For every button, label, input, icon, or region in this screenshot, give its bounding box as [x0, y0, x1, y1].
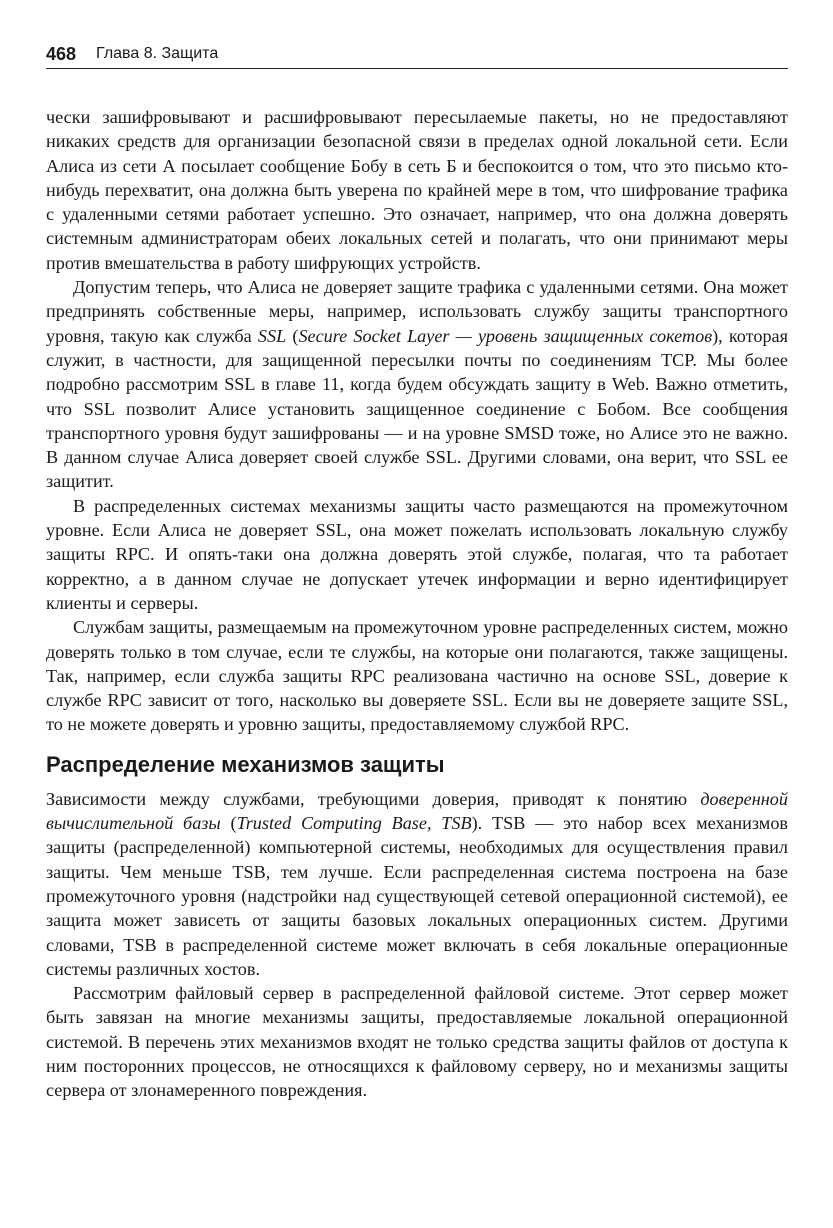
running-head — [46, 34, 788, 69]
paragraph-5-text-b: ( — [220, 813, 237, 834]
ssl-term: SSL — [257, 325, 287, 346]
paragraph-2-text-b: ( — [286, 325, 299, 346]
paragraph-5 — [46, 787, 788, 981]
paragraph-2-text-a: Допустим теперь, что Алиса не доверяет защите трафика с удаленными сетями. Она может предпринять собственные меры, например, использовать службу защиты транспортного уровня, такую как служба — [46, 277, 788, 346]
paragraph-1: чески зашифровывают и расшифровывают пересылаемые пакеты, но не предоставляют никаких средств для организации безопасной связи в пределах одной локальной сети. Если Алиса из сети А посылает сообщение Бобу в сеть Б и беспокоится о том, что это письмо кто-нибудь перехватит, она должна быть уверена по крайней мере в том, что шифрование трафика с удаленными сетями работает успешно. Это означает, например, что она должна доверять системным администраторам обеих локальных сетей и полагать, что они принимают меры против вмешательства в работу шифрующих устройств. — [46, 107, 788, 273]
paragraph-5-text-a: Зависимости между службами, требующими доверия, приводят к понятию — [46, 788, 701, 809]
book-page — [46, 34, 788, 1103]
page-number: 468 — [46, 44, 77, 64]
section-heading: Распределение механизмов защиты — [46, 751, 445, 777]
tcb-term: доверенной вычислительной базы — [46, 788, 788, 834]
paragraph-4: Службам защиты, размещаемым на промежуточном уровне распределенных систем, можно доверять только в том случае, если те службы, на которые они полагаются, также защищены. Так, например, если служба защиты RPC реализована частично на основе SSL, доверие к службе RPC зависит от того, насколько вы доверяете SSL. Если вы не доверяете защите SSL, то не можете доверять и уровню защиты, предоставляемому службой RPC. — [46, 617, 788, 735]
paragraph-5-text-c: ). TSB — это набор всех механизмов защиты (распределенной) компьютерной системы, необходимых для осуществления правил защиты. Чем меньше TSB, тем лучше. Если распределенная система построена на базе промежуточного уровня (надстройки над существующей сетевой операционной системой), ее защита может зависеть от защиты базовых локальных операционных систем. Другими словами, TSB в распределенной системе может включать в себя локальные операционные системы различных хостов. — [46, 813, 788, 979]
page-content — [46, 105, 788, 1103]
paragraph-6: Рассмотрим файловый сервер в распределенной файловой системе. Этот сервер может быть завязан на многие механизмы защиты, предоставляемые локальной операционной системой. В перечень этих механизмов входят не только средства защиты файлов от доступа к ним посторонних процессов, не относящихся к файловому серверу, но и механизмы защиты сервера от злонамеренного повреждения. — [46, 983, 788, 1101]
chapter-title: Глава 8. Защита — [96, 45, 219, 62]
paragraph-3: В распределенных системах механизмы защиты часто размещаются на промежуточном уровне. Если Алиса не доверяет SSL, она может пожелать использовать локальную службу защиты RPC. И опять-таки она должна доверять этой службе, полагая, что та работает корректно, а в данном случае не допускает утечек информации и верно идентифицирует клиенты и серверы. — [46, 495, 788, 613]
paragraph-2-text-c: ), которая служит, в частности, для защищенной пересылки почты по соединениям TCP. Мы более подробно рассмотрим SSL в главе 11, когда будем обсуждать защиту в Web. Важно отметить, что SSL позволит Алисе установить защищенное соединение с Бобом. Все сообщения транспортного уровня будут зашифрованы — и на уровне SMSD тоже, но Алисе это не важно. В данном случае Алиса доверяет своей службе SSL. Другими словами, она верит, что SSL ее защитит. — [46, 325, 788, 492]
ssl-expansion: Secure Socket Layer — уровень защищенных сокетов — [298, 325, 713, 346]
tcb-english-term: Trusted Computing Base, TSB — [236, 813, 472, 834]
paragraph-2 — [46, 275, 788, 494]
